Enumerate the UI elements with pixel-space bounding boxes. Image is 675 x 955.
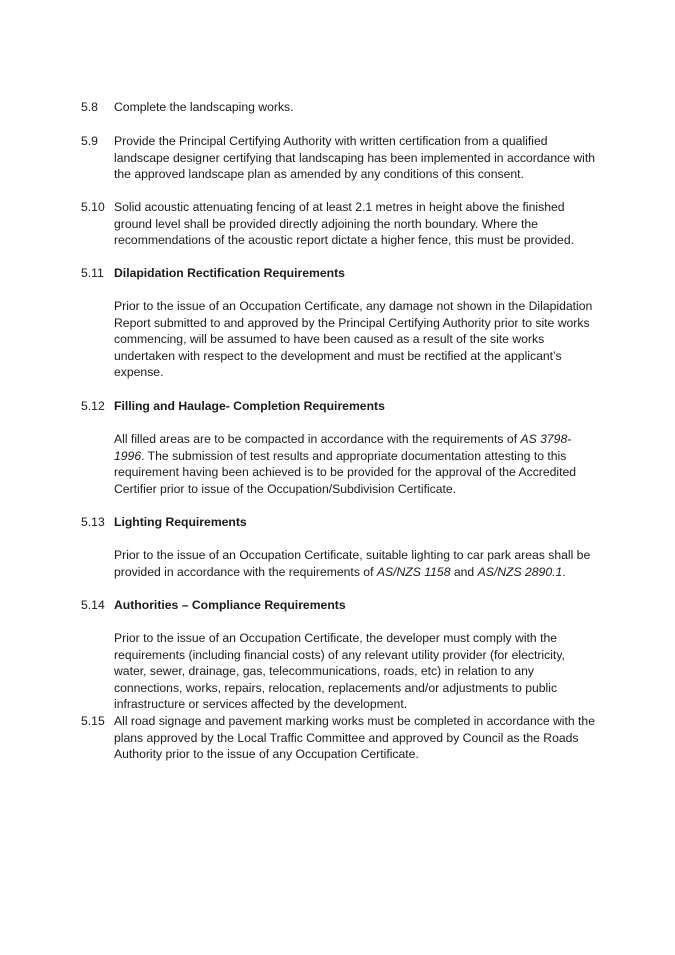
clause-heading: Lighting Requirements: [114, 515, 247, 529]
body-text: and: [450, 564, 478, 579]
body-text: . The submission of test results and appropriate documentation attesting to this requirement having been achieved is to be provided for the approval of the Accredited Certifier prior to issue of the Occupation/Subdivision Certificate.: [114, 448, 577, 496]
clause-body: [114, 431, 599, 497]
clause-number: 5.8: [81, 100, 98, 114]
clause-text: Complete the landscaping works.: [114, 100, 294, 114]
clause-number: 5.11: [81, 266, 104, 280]
clause-number: 5.9: [81, 134, 98, 148]
clause-number: 5.10: [81, 200, 105, 214]
clause-number: 5.14: [81, 598, 105, 612]
clause-heading: Filling and Haulage- Completion Requirements: [114, 399, 385, 413]
standard-reference: AS/NZS 2890.1: [477, 564, 563, 579]
clause-body: Prior to the issue of an Occupation Certificate, any damage not shown in the Dilapidation Report submitted to and approved by the Principal Certifying Authority prior to site works commencing, will be assumed to have been caused as a result of the site works undertaken with respect to the development and must be rectified at the applicant’s expense.: [114, 299, 593, 380]
body-text: .: [562, 564, 566, 579]
body-text: All filled areas are to be compacted in accordance with the requirements of: [114, 432, 521, 446]
clause-number: 5.12: [81, 399, 105, 413]
clause-text: Solid acoustic attenuating fencing of at least 2.1 metres in height above the finished ground level shall be provided directly adjoining the north boundary. Where the recommendations of the acoustic report dictate a higher fence, this must be provided.: [114, 200, 574, 248]
clause-heading: Dilapidation Rectification Requirements: [114, 266, 345, 280]
clause-text: Provide the Principal Certifying Authority with written certification from a qualified landscape designer certifying that landscaping has been implemented in accordance with the approved landscape plan as amended by any conditions of this consent.: [114, 134, 596, 182]
clause-body: [114, 547, 599, 580]
standard-reference: AS/NZS 1158: [376, 564, 451, 579]
body-text: Prior to the issue of an Occupation Certificate, suitable lighting to car park areas shall be provided in accordance with the requirements of: [114, 548, 591, 579]
clause-body: Prior to the issue of an Occupation Certificate, the developer must comply with the requirements (including financial costs) of any relevant utility provider (for electricity, water, sewer, drainage, gas, telecommunications, roads, etc) in relation to any connections, works, repairs, relocation, replacements and/or adjustments to public infrastructure or services affected by the development.: [114, 631, 565, 712]
clause-text: All road signage and pavement marking works must be completed in accordance with the plans approved by the Local Traffic Committee and approved by Council as the Roads Authority prior to the issue of any Occupation Certificate.: [114, 714, 595, 762]
clause-number: 5.15: [81, 714, 105, 728]
clause-heading: Authorities – Compliance Requirements: [114, 598, 346, 612]
standard-reference: AS 3798-1996: [114, 432, 572, 463]
clause-number: 5.13: [81, 515, 105, 529]
